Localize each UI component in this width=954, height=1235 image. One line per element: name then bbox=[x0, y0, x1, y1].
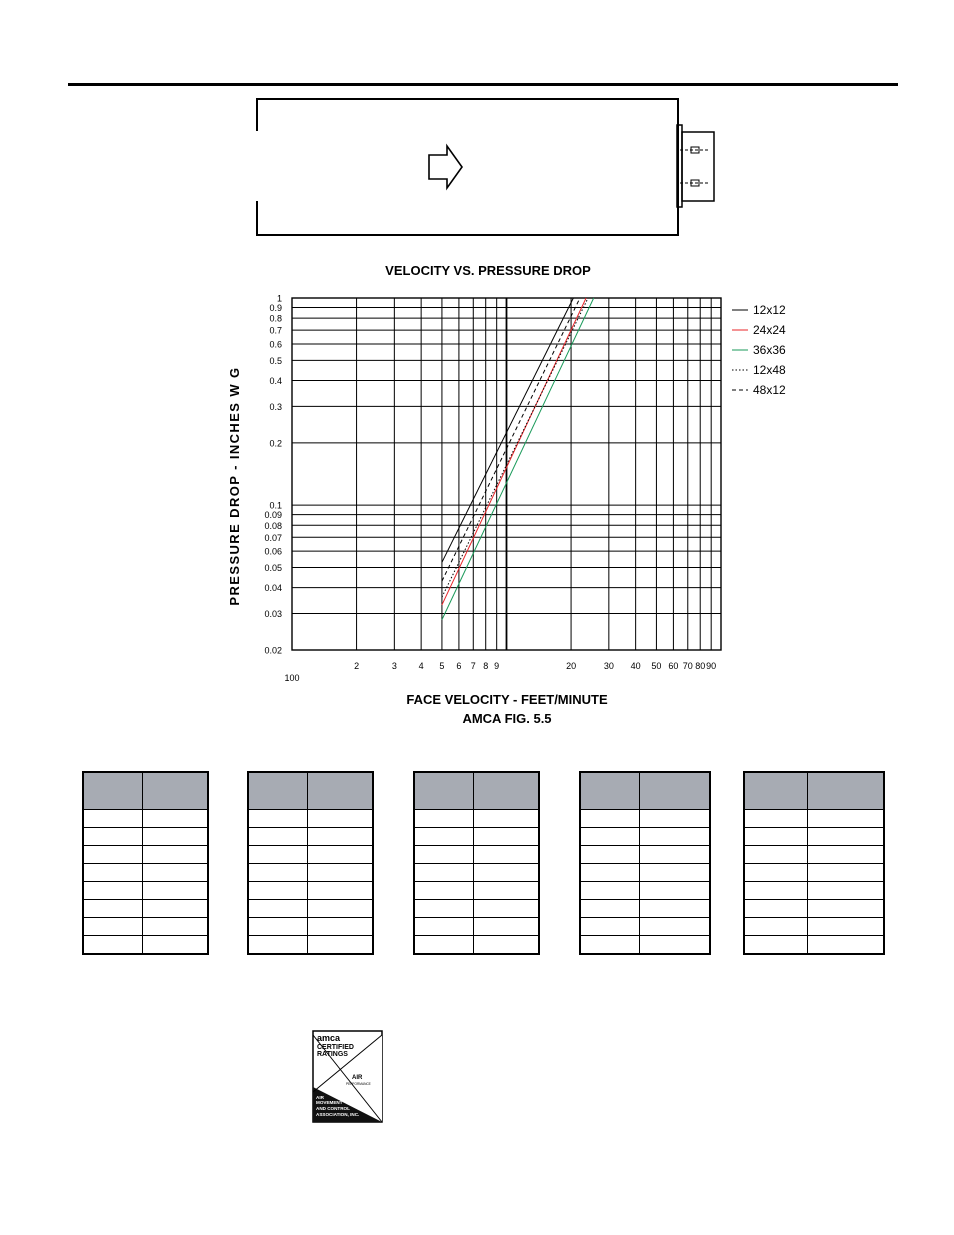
svg-text:RATINGS: RATINGS bbox=[317, 1051, 348, 1058]
chart-tick-labels bbox=[264, 294, 716, 684]
x-axis-label: FACE VELOCITY - FEET/MINUTE bbox=[406, 692, 608, 707]
series-line-12x12 bbox=[442, 298, 573, 562]
x-tick-label: 90 bbox=[706, 661, 717, 671]
y-tick-label: 0.09 bbox=[264, 510, 282, 521]
y-tick-label: 0.8 bbox=[269, 313, 282, 324]
y-tick-label: 0.2 bbox=[269, 438, 282, 449]
y-tick-label: 0.07 bbox=[264, 532, 282, 543]
amca-certified-ratings-logo bbox=[312, 1030, 384, 1124]
x-tick-label: 70 bbox=[682, 661, 693, 671]
y-tick-label: 0.5 bbox=[269, 355, 282, 366]
svg-text:MOVEMENT: MOVEMENT bbox=[316, 1100, 343, 1105]
x-tick-label: 30 bbox=[603, 661, 614, 671]
data-table-5 bbox=[743, 771, 885, 955]
svg-text:CERTIFIED: CERTIFIED bbox=[317, 1044, 354, 1051]
svg-text:AND CONTROL: AND CONTROL bbox=[316, 1106, 350, 1111]
y-tick-label: 0.02 bbox=[264, 645, 282, 656]
x-tick-label: 9 bbox=[494, 661, 500, 671]
data-table-4 bbox=[579, 771, 711, 955]
x-tick-label: 7 bbox=[470, 661, 476, 671]
y-tick-label: 0.3 bbox=[269, 401, 282, 412]
x-tick-label: 20 bbox=[566, 661, 577, 671]
y-tick-label: 0.06 bbox=[264, 546, 282, 557]
svg-text:PERFORMANCE: PERFORMANCE bbox=[346, 1082, 371, 1086]
y-tick-label: 0.9 bbox=[269, 302, 282, 313]
x-tick-label: 100 bbox=[284, 673, 300, 683]
svg-text:AIR: AIR bbox=[316, 1095, 324, 1100]
x-tick-label: 50 bbox=[651, 661, 662, 671]
y-tick-label: 0.04 bbox=[264, 583, 282, 594]
x-tick-label: 8 bbox=[483, 661, 489, 671]
chart-grid bbox=[292, 298, 721, 650]
x-tick-label: 5 bbox=[439, 661, 445, 671]
svg-text:ASSOCIATION, INC.: ASSOCIATION, INC. bbox=[316, 1112, 360, 1117]
y-tick-label: 0.7 bbox=[269, 325, 282, 336]
data-table-3 bbox=[413, 771, 540, 955]
y-tick-label: 0.6 bbox=[269, 339, 282, 350]
x-tick-label: 4 bbox=[418, 661, 424, 671]
data-table-1 bbox=[82, 771, 209, 955]
x-tick-label: 3 bbox=[391, 661, 397, 671]
x-tick-label: 40 bbox=[630, 661, 641, 671]
chart-legend bbox=[732, 303, 786, 397]
y-tick-label: 0.1 bbox=[269, 500, 282, 511]
data-table-2 bbox=[247, 771, 374, 955]
legend-label: 36x36 bbox=[753, 343, 786, 357]
legend-label: 12x12 bbox=[753, 303, 786, 317]
x-tick-label: 2 bbox=[354, 661, 360, 671]
legend-label: 24x24 bbox=[753, 323, 786, 337]
x-tick-label: 6 bbox=[456, 661, 462, 671]
svg-text:AIR: AIR bbox=[352, 1075, 363, 1081]
y-tick-label: 1 bbox=[276, 293, 282, 304]
chart-title: VELOCITY VS. PRESSURE DROP bbox=[385, 263, 591, 278]
x-axis-sublabel: AMCA FIG. 5.5 bbox=[462, 711, 552, 726]
legend-label: 48x12 bbox=[753, 383, 786, 397]
y-tick-label: 0.4 bbox=[269, 375, 282, 386]
series-line-48x12 bbox=[442, 298, 580, 581]
svg-text:amca: amca bbox=[317, 1033, 341, 1043]
y-tick-label: 0.05 bbox=[264, 563, 282, 574]
y-tick-label: 0.08 bbox=[264, 520, 282, 531]
series-line-12x48 bbox=[442, 298, 588, 597]
y-tick-label: 0.03 bbox=[264, 609, 282, 620]
legend-label: 12x48 bbox=[753, 363, 786, 377]
x-tick-label: 80 bbox=[695, 661, 706, 671]
x-tick-label: 60 bbox=[668, 661, 679, 671]
y-axis-label: PRESSURE DROP - INCHES W G bbox=[227, 366, 242, 606]
